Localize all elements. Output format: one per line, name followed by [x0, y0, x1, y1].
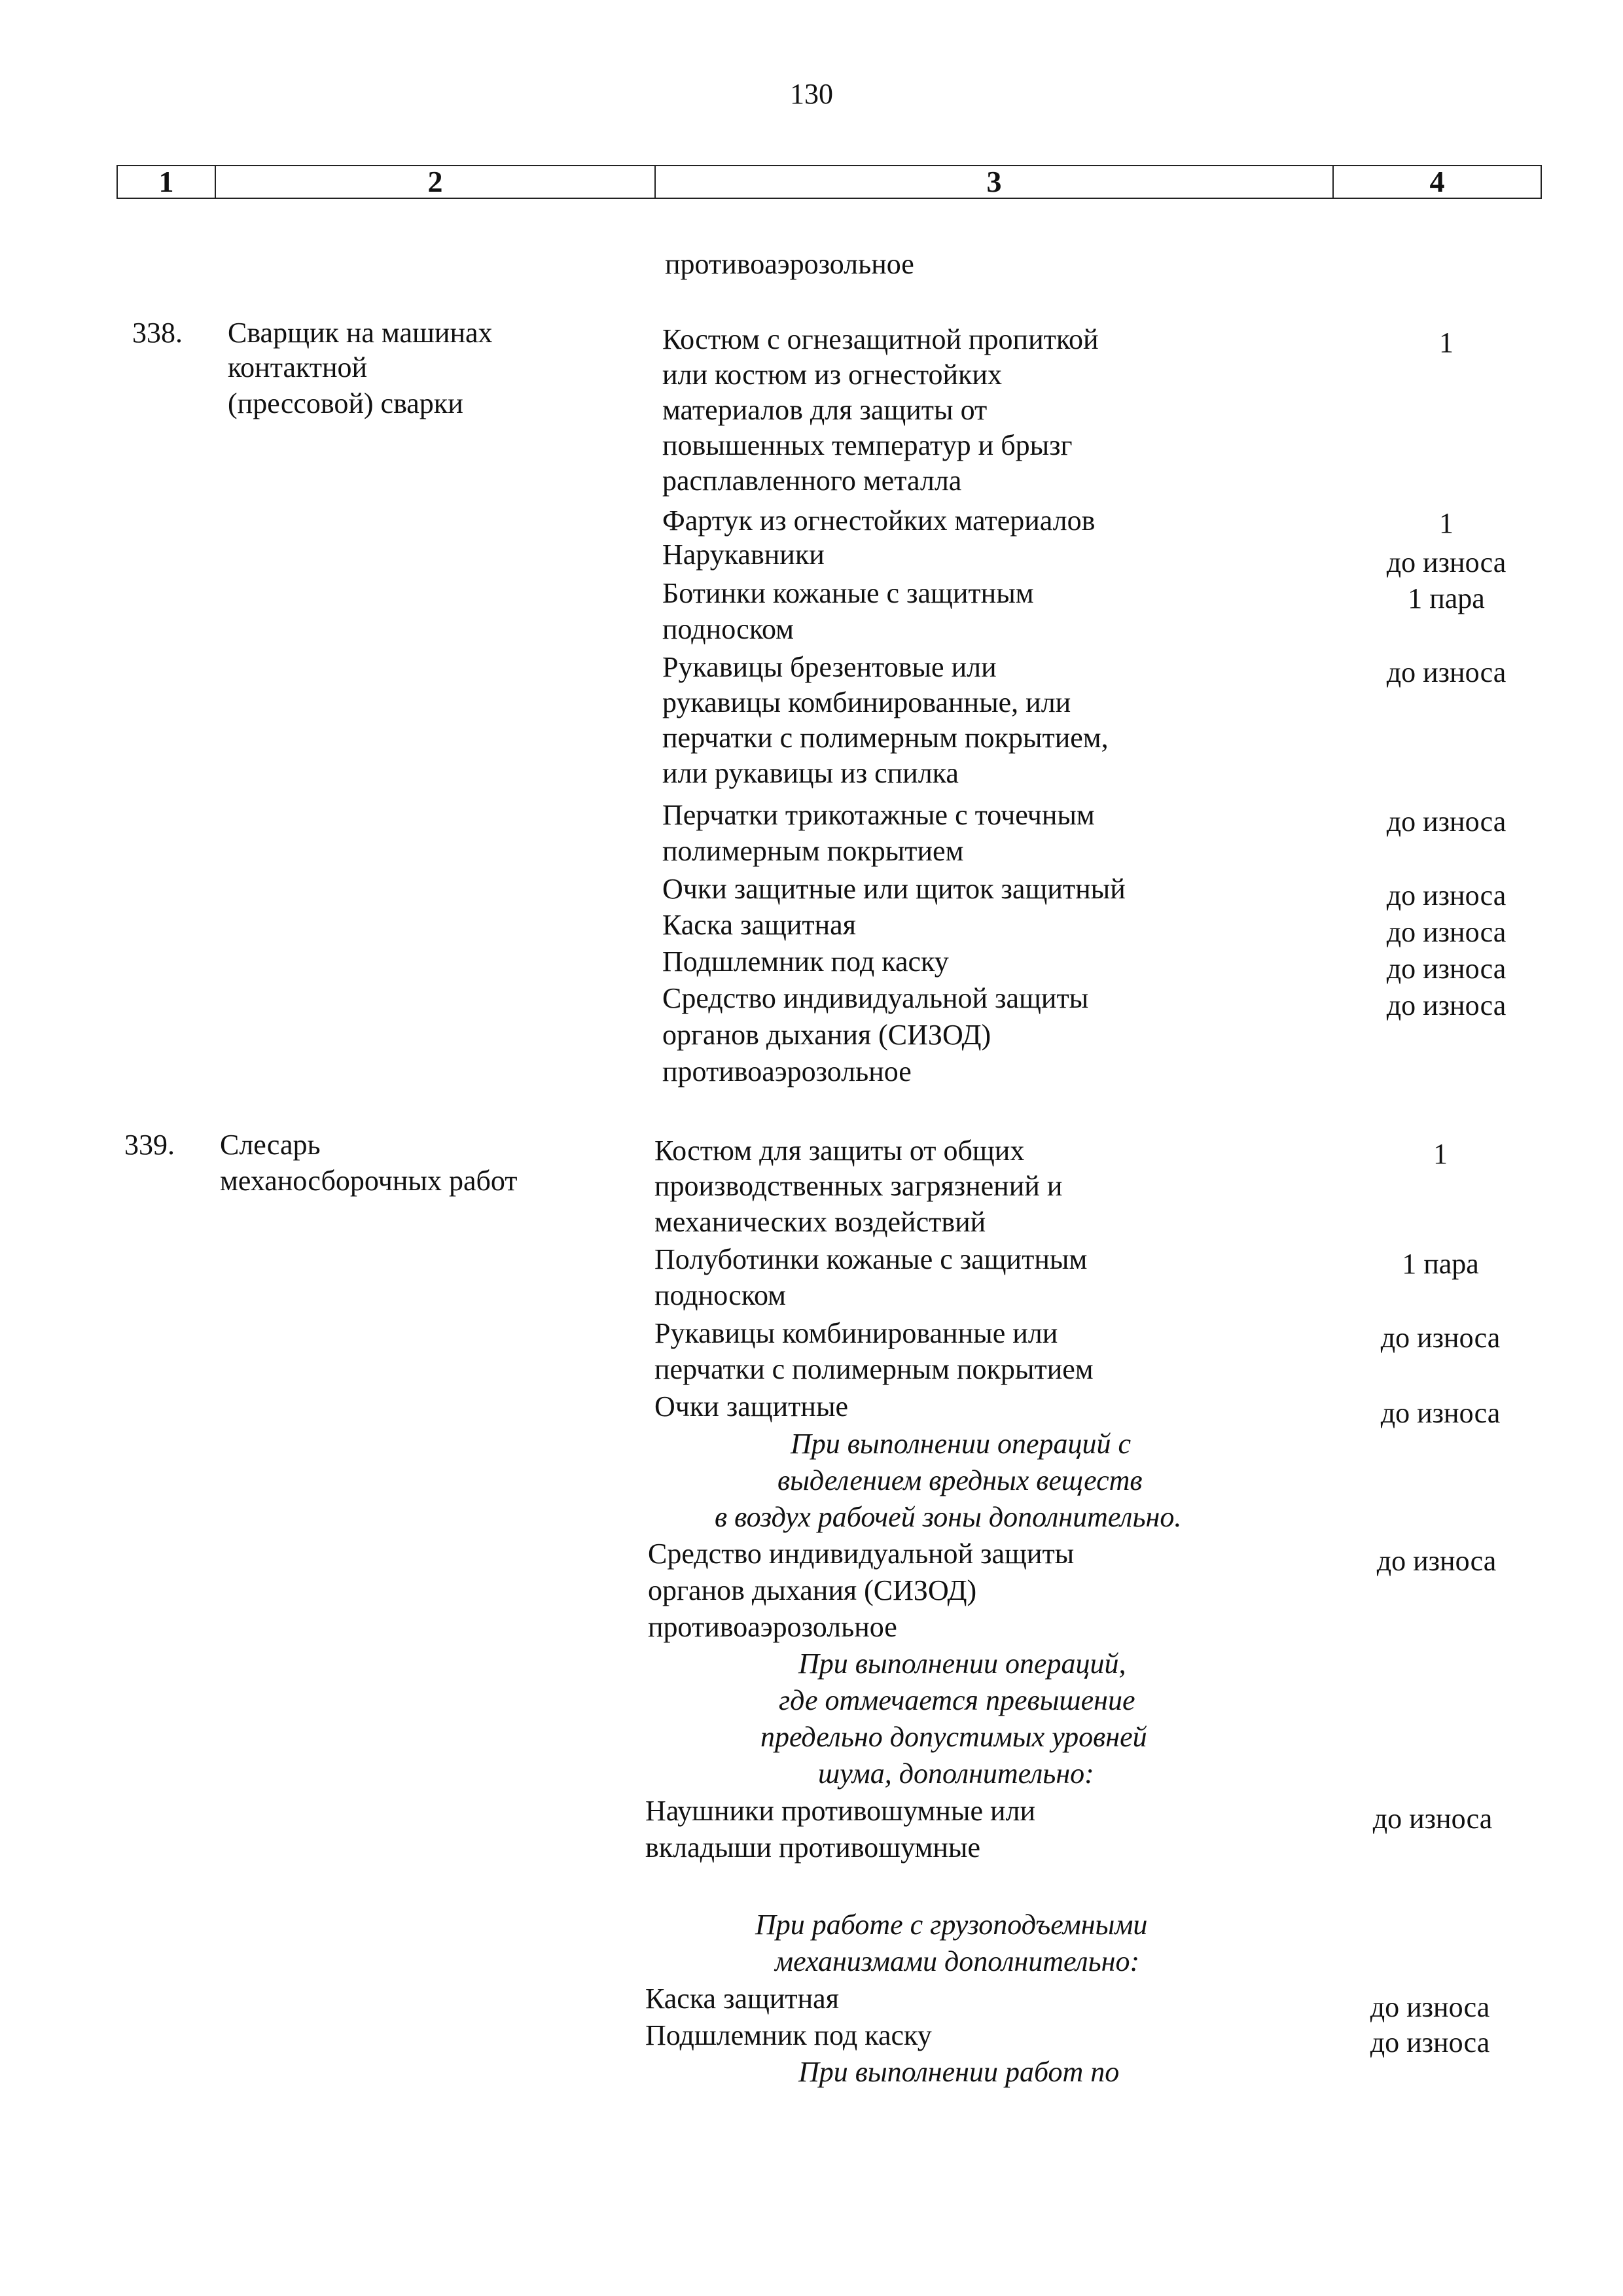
entry-338-item-5-line-3: перчатки с полимерным покрытием,	[662, 722, 1109, 754]
entry-338-item-3-line-1: Нарукавники	[662, 539, 825, 571]
entry-339-item-1-line-3: механических воздействий	[654, 1206, 986, 1238]
lifting-item-1-label: Каска защитная	[645, 1983, 839, 2015]
entry-338-profession-line-3: (прессовой) сварки	[228, 387, 463, 419]
note-lifting-line-1: При работе с грузоподъемными	[755, 1909, 1148, 1941]
entry-338-profession-line-2: контактной	[228, 351, 368, 383]
entry-339-item-3-line-1: Рукавицы комбинированные или	[654, 1317, 1058, 1349]
entry-338-item-5-line-4: или рукавицы из спилка	[662, 757, 959, 789]
entry-339-number: 339.	[124, 1129, 175, 1161]
entry-338-item-9-norm: до износа	[1386, 953, 1507, 985]
entry-338-profession-line-1: Сварщик на машинах	[228, 317, 493, 349]
entry-338-item-10-line-3: противоаэрозольное	[662, 1055, 912, 1087]
entry-339-item-2-norm: 1 пара	[1402, 1248, 1479, 1280]
entry-338-number: 338.	[132, 317, 183, 349]
entry-338-item-5-line-2: рукавицы комбинированные, или	[662, 686, 1071, 718]
note-lifting-line-2: механизмами дополнительно:	[775, 1945, 1140, 1977]
entry-338-item-4-norm: 1 пара	[1408, 582, 1485, 614]
hearing-protection-line-2: вкладыши противошумные	[645, 1831, 981, 1863]
note-harmful-line-3: в воздух рабочей зоны дополнительно.	[715, 1501, 1182, 1533]
entry-338-item-9-line-1: Подшлемник под каску	[662, 945, 949, 978]
note-harmful-line-1: При выполнении операций с	[791, 1428, 1132, 1460]
entry-339-profession-line-1: Слесарь	[220, 1129, 321, 1161]
entry-339-item-3-norm: до износа	[1380, 1322, 1501, 1354]
entry-338-item-8-line-1: Каска защитная	[662, 909, 856, 941]
page-number: 130	[790, 78, 833, 110]
header-col-1: 1	[158, 165, 174, 198]
lifting-item-1-norm: до износа	[1370, 1991, 1490, 2023]
entry-338-item-3-norm: до износа	[1386, 546, 1507, 578]
header-col-3: 3	[986, 165, 1002, 198]
trailing-note: При выполнении работ по	[798, 2056, 1120, 2088]
entry-338-item-1-line-3: материалов для защиты от	[662, 394, 988, 426]
table-header	[116, 165, 1542, 199]
header-col-4: 4	[1429, 165, 1445, 198]
respirator-norm: до износа	[1376, 1545, 1497, 1577]
entry-338-item-1-line-4: повышенных температур и брызг	[662, 429, 1073, 461]
hearing-protection-norm: до износа	[1372, 1803, 1493, 1835]
entry-339-item-2-line-2: подноском	[654, 1279, 786, 1311]
note-noise-line-4: шума, дополнительно:	[818, 1757, 1094, 1790]
entry-338-item-4-line-1: Ботинки кожаные с защитным	[662, 577, 1034, 609]
entry-338-item-10-norm: до износа	[1386, 989, 1507, 1021]
entry-338-item-8-norm: до износа	[1386, 916, 1507, 948]
entry-339-item-4-norm: до износа	[1380, 1397, 1501, 1429]
entry-338-item-2-line-1: Фартук из огнестойких материалов	[662, 504, 1096, 537]
entry-338-item-10-line-2: органов дыхания (СИЗОД)	[662, 1019, 991, 1051]
entry-338-item-1-line-2: или костюм из огнестойких	[662, 359, 1002, 391]
note-noise-line-2: где отмечается превышение	[779, 1684, 1135, 1716]
note-harmful-line-2: выделением вредных веществ	[777, 1464, 1143, 1496]
entry-338-item-2-norm: 1	[1439, 507, 1454, 539]
respirator-line-3: противоаэрозольное	[648, 1611, 897, 1643]
entry-338-item-6-line-1: Перчатки трикотажные с точечным	[662, 799, 1095, 831]
entry-338-item-6-line-2: полимерным покрытием	[662, 835, 964, 867]
entry-338-item-5-line-1: Рукавицы брезентовые или	[662, 651, 997, 683]
entry-338-item-6-norm: до износа	[1386, 805, 1507, 838]
entry-339-item-1-line-2: производственных загрязнений и	[654, 1170, 1063, 1202]
entry-338-item-7-norm: до износа	[1386, 879, 1507, 911]
entry-339-item-2-line-1: Полуботинки кожаные с защитным	[654, 1243, 1088, 1275]
lead-line: противоаэрозольное	[665, 248, 914, 280]
entry-338-item-1-line-5: расплавленного металла	[662, 465, 962, 497]
entry-339-profession-line-2: механосборочных работ	[220, 1165, 518, 1197]
entry-339-item-1-line-1: Костюм для защиты от общих	[654, 1135, 1025, 1167]
entry-338-item-4-line-2: подноском	[662, 613, 794, 645]
entry-338-item-10-line-1: Средство индивидуальной защиты	[662, 982, 1089, 1014]
entry-338-item-1-line-1: Костюм с огнезащитной пропиткой	[662, 323, 1099, 355]
entry-338-item-1-norm: 1	[1439, 327, 1454, 359]
header-col-2: 2	[427, 165, 443, 198]
lifting-item-2-norm: до износа	[1370, 2026, 1490, 2058]
note-noise-line-3: предельно допустимых уровней	[760, 1721, 1147, 1753]
respirator-line-2: органов дыхания (СИЗОД)	[648, 1574, 977, 1606]
hearing-protection-line-1: Наушники противошумные или	[645, 1795, 1036, 1827]
entry-339-item-4-line-1: Очки защитные	[654, 1390, 849, 1422]
lifting-item-2-label: Подшлемник под каску	[645, 2019, 932, 2051]
note-noise-line-1: При выполнении операций,	[798, 1648, 1126, 1680]
entry-338-item-7-line-1: Очки защитные или щиток защитный	[662, 873, 1126, 905]
entry-338-item-5-norm: до износа	[1386, 656, 1507, 688]
entry-339-item-3-line-2: перчатки с полимерным покрытием	[654, 1353, 1094, 1385]
entry-339-item-1-norm: 1	[1433, 1138, 1448, 1170]
respirator-line-1: Средство индивидуальной защиты	[648, 1538, 1075, 1570]
